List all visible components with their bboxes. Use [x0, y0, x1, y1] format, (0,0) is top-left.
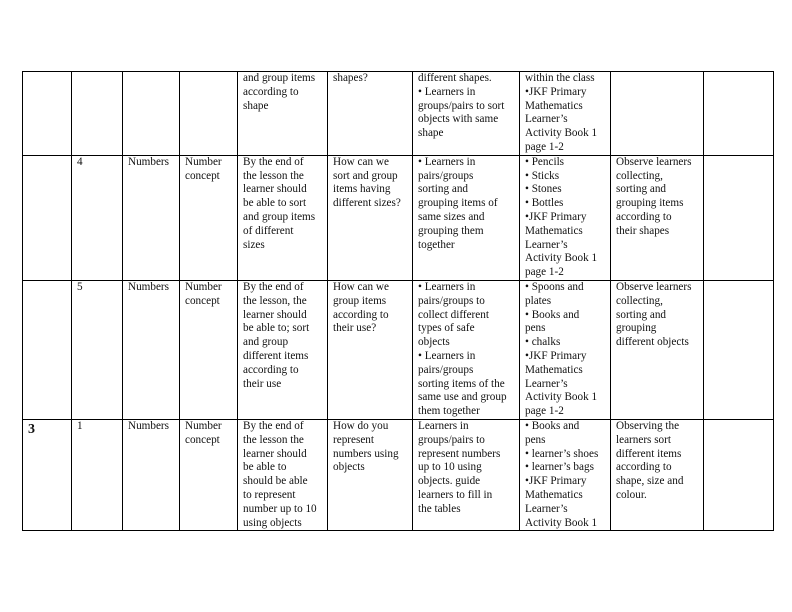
cell-text-line: pairs/groups [418, 169, 474, 182]
cell-text-line: numbers using [333, 447, 399, 460]
cell-text-line: Number [185, 419, 222, 432]
cell-text-line: 3 [28, 421, 35, 437]
cell-inquiry-question [328, 155, 413, 280]
cell-text-line: Mathematics [525, 99, 583, 112]
cell-text-line: Mathematics [525, 488, 583, 501]
cell-text-line: their shapes [616, 224, 670, 237]
cell-text-line: • learner’s shoes [525, 447, 599, 460]
cell-reflection [704, 419, 774, 530]
cell-learning-outcomes [238, 419, 328, 530]
cell-text-line: according to [243, 363, 299, 376]
cell-text-line: grouping items of [418, 197, 498, 210]
cell-week [23, 72, 72, 156]
cell-learning-experiences [413, 419, 520, 530]
cell-week [23, 280, 72, 419]
cell-text-line: page 1-2 [525, 405, 564, 418]
cell-text-line: Activity Book 1 [525, 516, 598, 529]
cell-text-line: By the end of [243, 155, 304, 168]
cell-text-line: pairs/groups [418, 363, 474, 376]
cell-text-line: pens [525, 322, 546, 335]
cell-text-line: Number [185, 280, 222, 293]
cell-text-line: Observing the [616, 419, 680, 432]
cell-text-line: page 1-2 [525, 266, 564, 279]
cell-text-line: up to 10 using [418, 461, 482, 474]
cell-text-line: different sizes? [333, 197, 401, 210]
cell-text-line: • Pencils [525, 155, 565, 168]
cell-strand [123, 72, 180, 156]
cell-text-line: according to [333, 308, 389, 321]
cell-learning-outcomes [238, 280, 328, 419]
table-row [23, 419, 774, 530]
cell-text-line: sorting and [616, 183, 667, 196]
table-row [23, 155, 774, 280]
cell-assessment [611, 155, 704, 280]
cell-text-line: pairs/groups to [418, 294, 485, 307]
cell-text-line: same sizes and [418, 210, 485, 223]
cell-text-line: How can we [333, 280, 389, 293]
cell-text-line: same use and group [418, 391, 507, 404]
cell-text-line: 1 [77, 419, 83, 432]
cell-text-line: the lesson the [243, 169, 304, 182]
cell-text-line: within the class [525, 72, 595, 84]
cell-text-line: learner should [243, 308, 307, 321]
cell-text-line: according to [616, 461, 672, 474]
cell-assessment [611, 280, 704, 419]
cell-sub-strand [180, 419, 238, 530]
cell-assessment [611, 72, 704, 156]
cell-inquiry-question [328, 419, 413, 530]
cell-text-line: •JKF Primary [525, 210, 587, 223]
cell-text-line: grouping items [616, 197, 684, 210]
cell-text-line: and group items [243, 72, 316, 84]
cell-text-line: to represent [243, 488, 296, 501]
cell-text-line: Mathematics [525, 224, 583, 237]
cell-text-line: 5 [77, 280, 83, 293]
table-body [23, 72, 774, 531]
cell-text-line: •JKF Primary [525, 85, 587, 98]
cell-text-line: By the end of [243, 419, 304, 432]
cell-text-line: • Books and [525, 308, 580, 321]
cell-text-line: Activity Book 1 [525, 127, 598, 140]
scheme-of-work-table [22, 71, 774, 531]
table-row [23, 280, 774, 419]
cell-text-line: different items [243, 349, 309, 362]
cell-sub-strand [180, 155, 238, 280]
cell-text-line: sizes [243, 238, 265, 251]
cell-text-line: grouping [616, 322, 657, 335]
cell-lesson [72, 280, 123, 419]
cell-week [23, 419, 72, 530]
cell-text-line: Observe learners [616, 280, 692, 293]
cell-text-line: their use? [333, 322, 377, 335]
cell-text-line: shape [418, 127, 444, 140]
cell-text-line: Learner’s [525, 502, 568, 515]
cell-text-line: shape [243, 99, 269, 112]
cell-text-line: page 1-2 [525, 140, 564, 153]
cell-strand [123, 419, 180, 530]
cell-text-line: the tables [418, 502, 461, 515]
cell-text-line: should be able [243, 475, 308, 488]
cell-text-line: be able to; sort [243, 322, 310, 335]
cell-text-line: be able to [243, 461, 287, 474]
table-row [23, 72, 774, 156]
cell-text-line: • Learners in [418, 280, 476, 293]
cell-text-line: objects with same [418, 113, 499, 126]
cell-text-line: sorting and [616, 308, 667, 321]
cell-text-line: group items [333, 294, 387, 307]
cell-text-line: collecting, [616, 169, 663, 182]
cell-sub-strand [180, 72, 238, 156]
cell-text-line: groups/pairs to sort [418, 99, 505, 112]
cell-text-line: colour. [616, 488, 647, 501]
cell-learning-experiences [413, 280, 520, 419]
cell-text-line: • learner’s bags [525, 461, 594, 474]
cell-text-line: Observe learners [616, 155, 692, 168]
cell-text-line: learner should [243, 183, 307, 196]
cell-text-line: concept [185, 294, 220, 307]
cell-text-line: By the end of [243, 280, 304, 293]
cell-text-line: • chalks [525, 336, 561, 349]
cell-text-line: Numbers [128, 155, 170, 168]
cell-text-line: • Learners in [418, 85, 476, 98]
cell-week [23, 155, 72, 280]
cell-text-line: How do you [333, 419, 389, 432]
cell-text-line: the lesson, the [243, 294, 307, 307]
cell-learning-resources [520, 72, 611, 156]
cell-text-line: groups/pairs to [418, 433, 485, 446]
cell-text-line: • Stones [525, 183, 562, 196]
cell-lesson [72, 72, 123, 156]
cell-text-line: Mathematics [525, 363, 583, 376]
cell-learning-outcomes [238, 155, 328, 280]
cell-text-line: •JKF Primary [525, 475, 587, 488]
cell-text-line: learners sort [616, 433, 671, 446]
cell-text-line: • Books and [525, 419, 580, 432]
cell-text-line: sorting items of the [418, 377, 505, 390]
cell-text-line: types of safe [418, 322, 475, 335]
cell-text-line: • Spoons and [525, 280, 584, 293]
cell-text-line: plates [525, 294, 552, 307]
cell-text-line: Activity Book 1 [525, 252, 598, 265]
cell-text-line: How can we [333, 155, 389, 168]
cell-inquiry-question [328, 72, 413, 156]
cell-text-line: of different [243, 224, 294, 237]
cell-text-line: objects [418, 336, 450, 349]
cell-text-line: collecting, [616, 294, 663, 307]
cell-learning-resources [520, 419, 611, 530]
cell-text-line: •JKF Primary [525, 349, 587, 362]
cell-text-line: concept [185, 169, 220, 182]
cell-text-line: Learner’s [525, 377, 568, 390]
cell-text-line: shapes? [333, 72, 368, 84]
cell-text-line: represent [333, 433, 374, 446]
cell-learning-experiences [413, 155, 520, 280]
cell-text-line: Learner’s [525, 113, 568, 126]
cell-text-line: different objects [616, 336, 689, 349]
cell-text-line: different items [616, 447, 682, 460]
cell-text-line: 4 [77, 155, 83, 168]
cell-inquiry-question [328, 280, 413, 419]
cell-text-line: collect different [418, 308, 489, 321]
cell-text-line: learners to fill in [418, 488, 493, 501]
cell-text-line: them together [418, 405, 480, 418]
cell-text-line: represent numbers [418, 447, 501, 460]
cell-text-line: and group [243, 336, 289, 349]
cell-learning-experiences [413, 72, 520, 156]
cell-sub-strand [180, 280, 238, 419]
cell-text-line: different shapes. [418, 72, 492, 84]
cell-text-line: Numbers [128, 419, 170, 432]
cell-text-line: • Sticks [525, 169, 560, 182]
cell-text-line: their use [243, 377, 282, 390]
cell-text-line: objects. guide [418, 475, 481, 488]
cell-text-line: pens [525, 433, 546, 446]
cell-text-line: Activity Book 1 [525, 391, 598, 404]
cell-text-line: Learner’s [525, 238, 568, 251]
cell-text-line: and group items [243, 210, 316, 223]
cell-text-line: concept [185, 433, 220, 446]
cell-text-line: shape, size and [616, 475, 684, 488]
cell-lesson [72, 155, 123, 280]
cell-text-line: items having [333, 183, 391, 196]
cell-text-line: be able to sort [243, 197, 307, 210]
cell-text-line: according to [616, 210, 672, 223]
cell-text-line: Number [185, 155, 222, 168]
cell-text-line: • Learners in [418, 155, 476, 168]
cell-lesson [72, 419, 123, 530]
cell-text-line: number up to 10 [243, 502, 317, 515]
cell-strand [123, 155, 180, 280]
cell-text-line: learner should [243, 447, 307, 460]
cell-text-line: objects [333, 461, 365, 474]
cell-text-line: Learners in [418, 419, 469, 432]
cell-text-line: the lesson the [243, 433, 304, 446]
cell-learning-outcomes [238, 72, 328, 156]
cell-text-line: sorting and [418, 183, 469, 196]
cell-learning-resources [520, 280, 611, 419]
cell-reflection [704, 72, 774, 156]
cell-strand [123, 280, 180, 419]
cell-reflection [704, 155, 774, 280]
cell-text-line: • Learners in [418, 349, 476, 362]
cell-assessment [611, 419, 704, 530]
cell-text-line: Numbers [128, 280, 170, 293]
cell-text-line: according to [243, 85, 299, 98]
cell-text-line: sort and group [333, 169, 398, 182]
cell-text-line: grouping them [418, 224, 484, 237]
cell-reflection [704, 280, 774, 419]
cell-text-line: together [418, 238, 455, 251]
cell-learning-resources [520, 155, 611, 280]
cell-text-line: • Bottles [525, 197, 564, 210]
cell-text-line: using objects [243, 516, 302, 529]
